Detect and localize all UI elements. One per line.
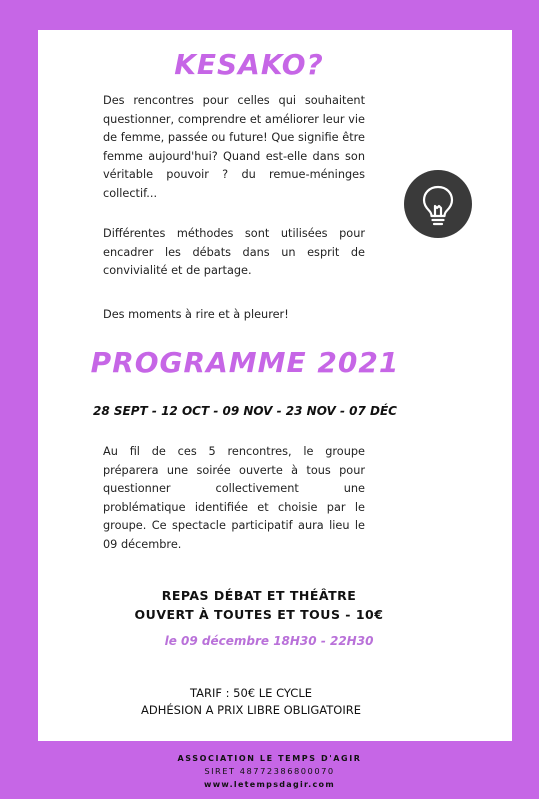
section-title-kesako: KESAKO? xyxy=(174,48,324,81)
lightbulb-icon xyxy=(404,170,472,238)
event-headline xyxy=(22,586,496,624)
moments-paragraph: Des moments à rire et à pleurer! xyxy=(103,308,289,321)
intro-paragraph: Des rencontres pour celles qui souhaitent questionner, comprendre et améliorer leur vie de femme, passée ou future! Que signifie être femme aujourd'hui? Quand est-elle dans son véritable pouvoir ? du remue-méninges collectif... xyxy=(103,94,365,200)
methods-paragraph: Différentes méthodes sont utilisées pour encadrer les débats dans un esprit de convivialité et de partage. xyxy=(103,227,365,278)
website-link[interactable]: www.letempsdagir.com xyxy=(204,780,335,789)
tarif-line-2: ADHÉSION A PRIX LIBRE OBLIGATOIRE xyxy=(141,703,361,717)
section-title-programme: PROGRAMME 2021 xyxy=(90,346,400,379)
event-line-1: REPAS DÉBAT ET THÉÂTRE xyxy=(161,588,357,603)
tarif-line-1: TARIF : 50€ LE CYCLE xyxy=(189,686,313,700)
programme-paragraph: Au fil de ces 5 rencontres, le groupe préparera une soirée ouverte à tous pour questionner collectivement une problématique identifiée et choisie par le groupe. Ce spectacle participatif aura lieu le 09 décembre. xyxy=(103,445,365,551)
association-name: ASSOCIATION LE TEMPS D'AGIR xyxy=(177,754,362,763)
footer xyxy=(0,752,539,791)
event-line-2: OUVERT À TOUTES ET TOUS - 10€ xyxy=(134,607,384,622)
event-date-time: le 09 décembre 18H30 - 22H30 xyxy=(164,634,374,648)
flyer-card xyxy=(38,30,512,741)
pricing xyxy=(14,685,488,719)
siret-number: SIRET 48772386800070 xyxy=(204,766,335,776)
session-dates: 28 SEPT - 12 OCT - 09 NOV - 23 NOV - 07 DÉC xyxy=(93,404,397,418)
